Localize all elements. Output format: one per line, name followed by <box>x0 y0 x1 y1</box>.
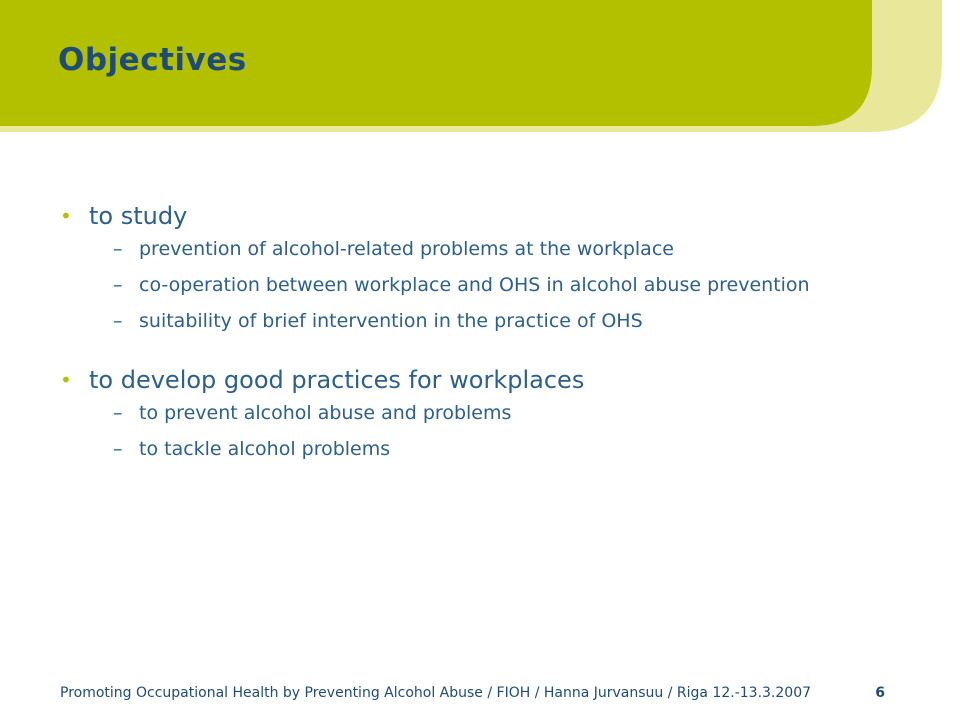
dash-icon: – <box>113 238 123 260</box>
dash-icon: – <box>113 274 123 296</box>
sub-item <box>58 274 918 296</box>
sub-list <box>58 402 918 460</box>
dash-icon: – <box>113 402 123 424</box>
bullet-icon: • <box>60 204 72 228</box>
bullet-item <box>58 200 918 232</box>
page-number: 6 <box>875 685 885 701</box>
sub-item <box>58 438 918 460</box>
dash-icon: – <box>113 310 123 332</box>
slide-title: Objectives <box>58 42 247 78</box>
sub-list <box>58 238 918 332</box>
footer-text: Promoting Occupational Health by Preventing Alcohol Abuse / FIOH / Hanna Jurvansuu / Riga 12.-13.3.2007 <box>60 685 812 701</box>
slide-content <box>58 200 918 474</box>
objective-group-study <box>58 200 918 332</box>
sub-item <box>58 238 918 260</box>
slide-footer <box>60 685 885 701</box>
sub-item-text: to tackle alcohol problems <box>139 438 391 460</box>
objective-group-develop <box>58 364 918 460</box>
sub-item <box>58 402 918 424</box>
dash-icon: – <box>113 438 123 460</box>
bullet-item <box>58 364 918 396</box>
bullet-text: to develop good practices for workplaces <box>89 366 585 394</box>
sub-item-text: co-operation between workplace and OHS in alcohol abuse prevention <box>139 274 810 296</box>
sub-item-text: suitability of brief intervention in the practice of OHS <box>139 310 643 332</box>
bullet-icon: • <box>60 368 72 392</box>
sub-item-text: to prevent alcohol abuse and problems <box>139 402 512 424</box>
sub-item <box>58 310 918 332</box>
sub-item-text: prevention of alcohol-related problems at the workplace <box>139 238 674 260</box>
bullet-text: to study <box>89 202 188 230</box>
